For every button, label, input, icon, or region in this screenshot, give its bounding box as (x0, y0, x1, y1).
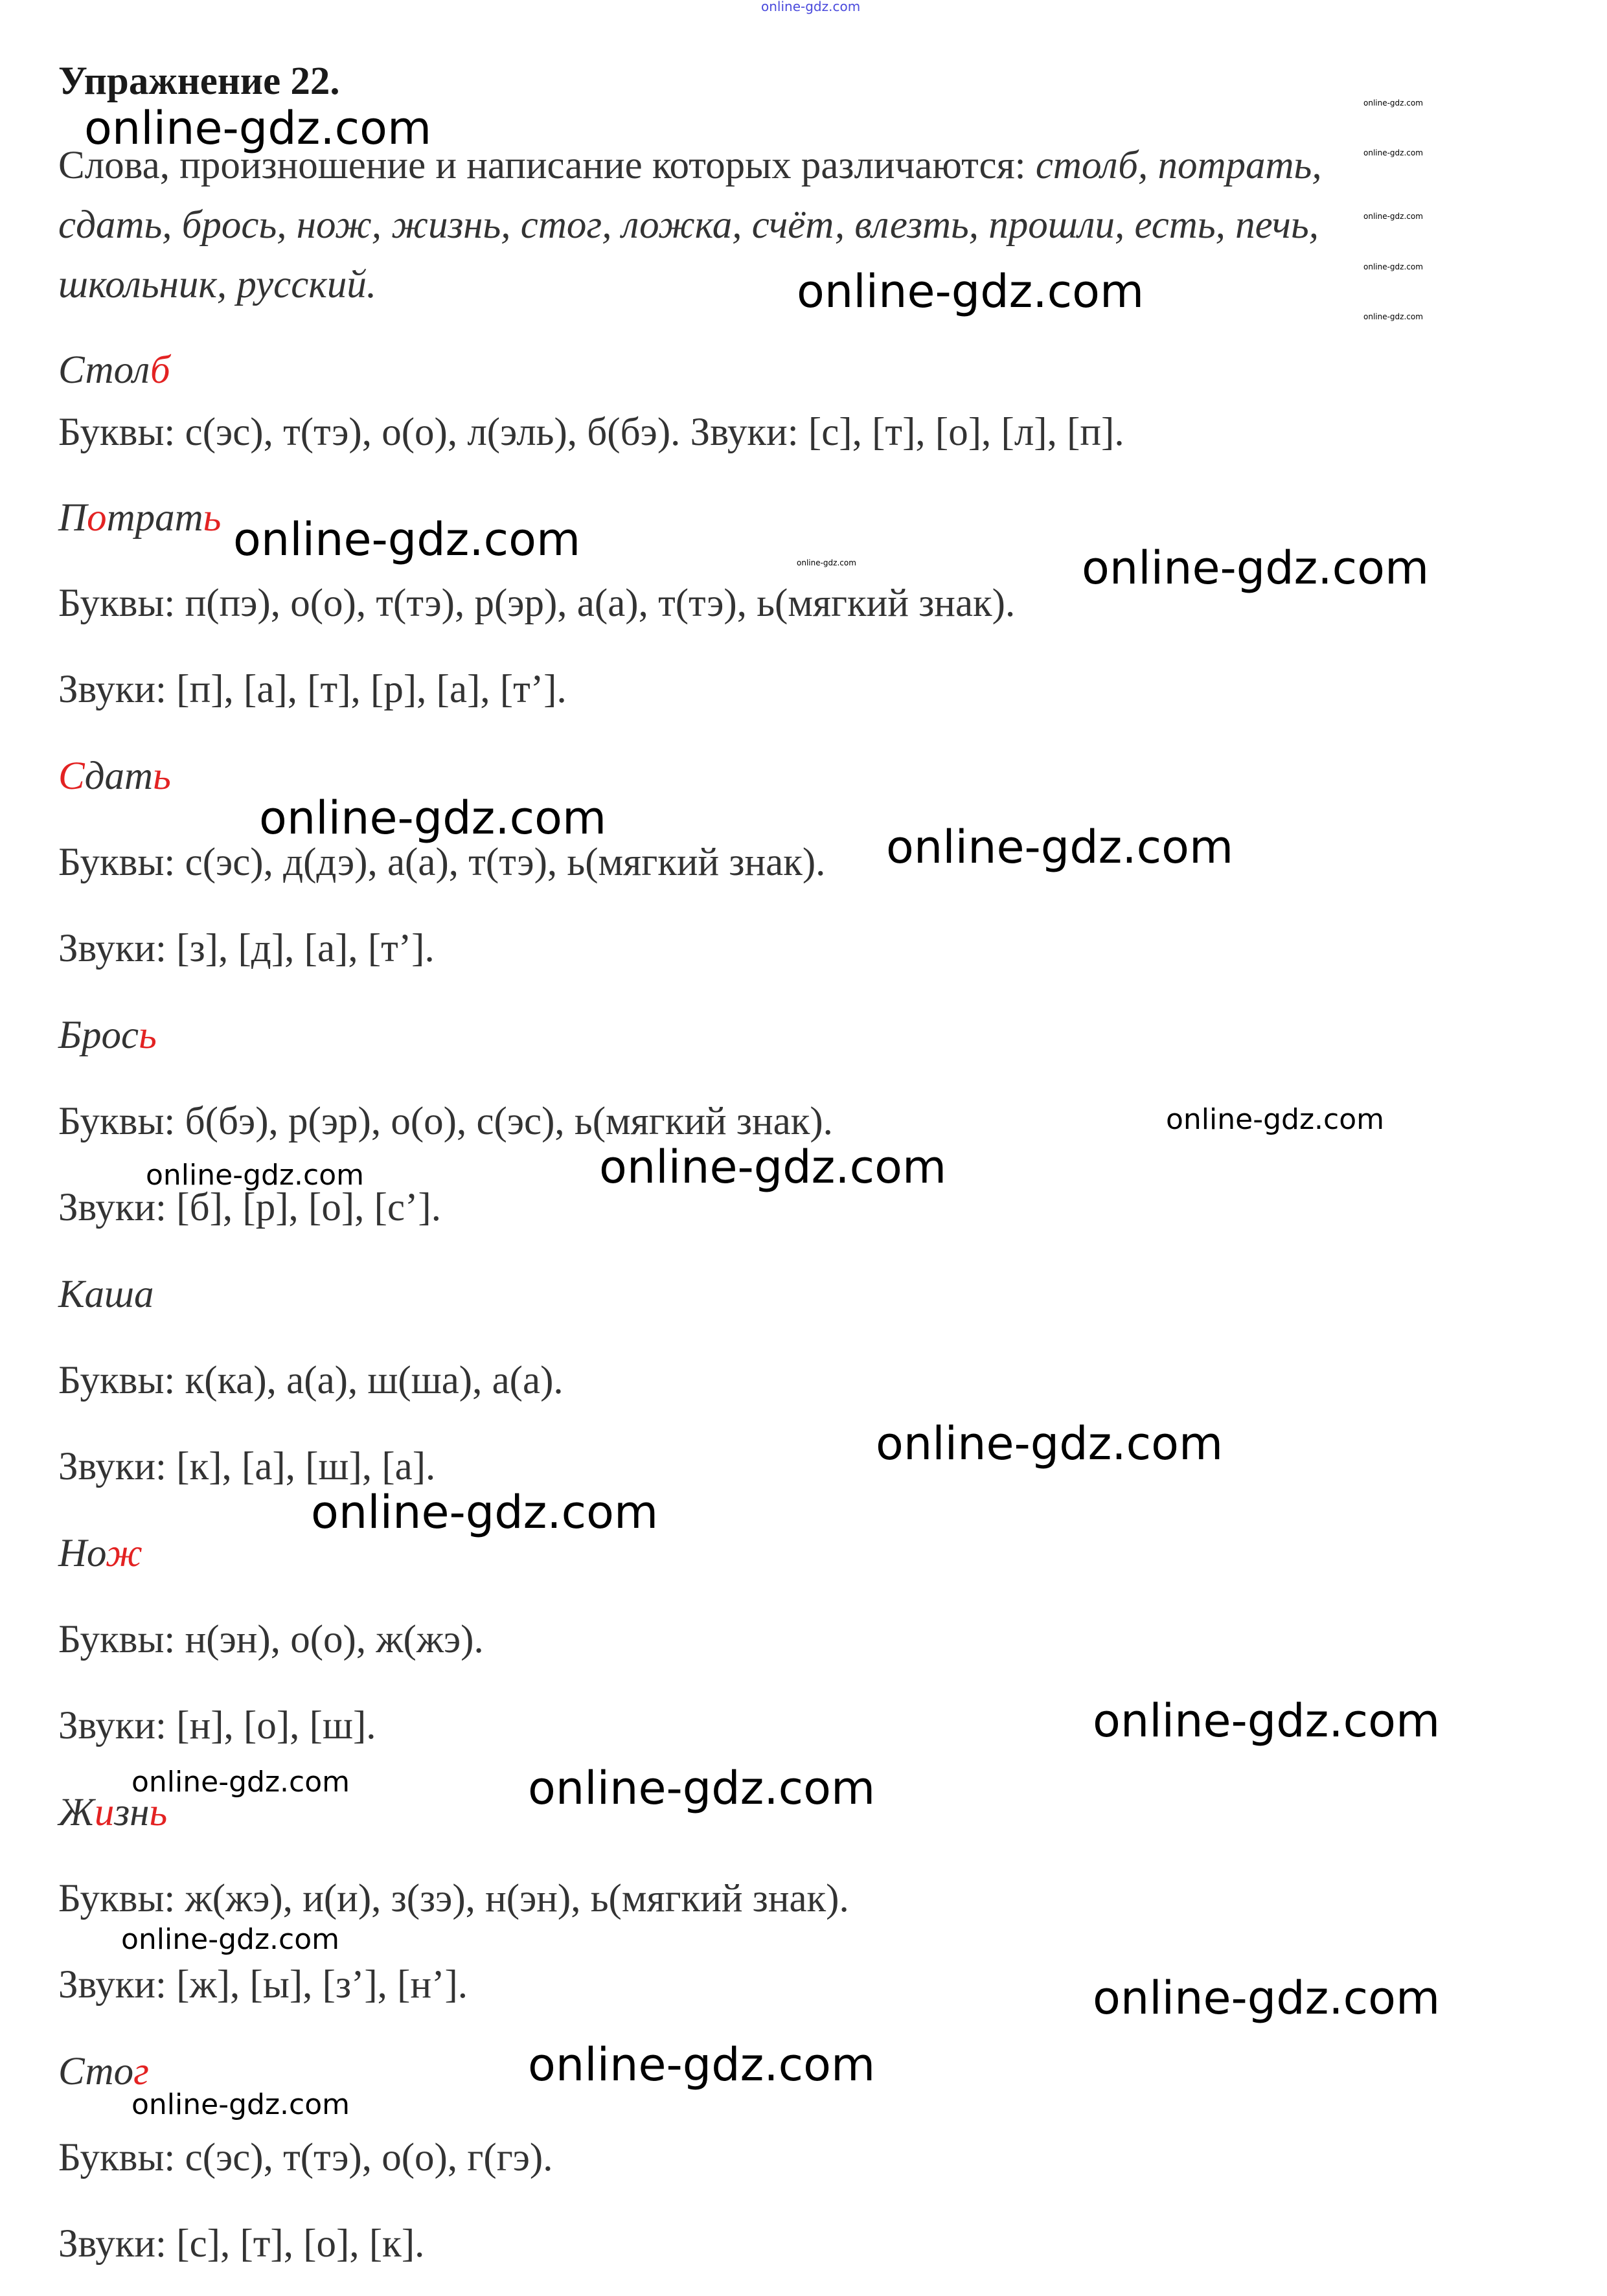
watermark: online-gdz.com (1363, 148, 1423, 157)
watermark: online-gdz.com (599, 1141, 947, 1194)
watermark: online-gdz.com (1082, 541, 1430, 595)
watermark: online-gdz.com (1093, 1972, 1441, 2025)
exercise-title: Упражнение 22. (58, 60, 340, 103)
stolb-letters-sounds: Буквы: с(эс), т(тэ), о(о), л(эль), б(бэ). Звуки: [с], [т], [о], [л], [п]. (58, 411, 1124, 454)
word-part: Стол (58, 348, 150, 392)
word-part: дат (84, 755, 154, 798)
word-heading-bros (58, 1016, 157, 1055)
watermark: online-gdz.com (146, 1159, 365, 1192)
watermark: online-gdz.com (797, 558, 856, 567)
zhizn-sounds: Звуки: [ж], [ы], [з’], [н’]. (58, 1963, 468, 2006)
intro-lead: Слова, произношение и написание которых различаются: (58, 144, 1036, 187)
word-part-highlight: б (150, 348, 170, 392)
word-heading-stog (58, 2052, 149, 2091)
word-part: Сто (58, 2050, 134, 2093)
word-part-highlight: ь (203, 496, 222, 540)
word-heading-nozh (58, 1534, 142, 1573)
word-heading-potrat (58, 498, 221, 538)
nozh-sounds: Звуки: [н], [о], [ш]. (58, 1704, 376, 1747)
watermark: online-gdz.com (1093, 1694, 1441, 1747)
sdat-sounds: Звуки: [з], [д], [а], [т’]. (58, 927, 435, 970)
word-part-highlight: ж (106, 1532, 142, 1575)
watermark: online-gdz.com (1363, 262, 1423, 271)
bros-sounds: Звуки: [б], [р], [о], [с’]. (58, 1186, 441, 1229)
stog-sounds: Звуки: [с], [т], [о], [к]. (58, 2222, 425, 2266)
word-part: трат (106, 496, 203, 540)
watermark: online-gdz.com (311, 1486, 659, 1539)
word-part: П (58, 496, 87, 540)
word-heading-sdat (58, 756, 171, 796)
watermark: online-gdz.com (233, 513, 581, 566)
word-part-highlight: ь (153, 755, 171, 798)
nozh-letters: Буквы: н(эн), о(о), ж(жэ). (58, 1618, 484, 1661)
intro-line-2: сдать, брось, нож, жизнь, стог, ложка, счёт, влезть, прошли, есть, печь, (58, 203, 1319, 247)
word-part: Ж (58, 1791, 95, 1834)
word-heading-kasha: Каша (58, 1273, 154, 1316)
word-part-highlight: С (58, 755, 85, 798)
word-part: Брос (58, 1014, 139, 1057)
header-watermark: online-gdz.com (761, 0, 861, 14)
kasha-letters: Буквы: к(ка), а(а), ш(ша), а(а). (58, 1359, 564, 1402)
watermark: online-gdz.com (121, 1923, 340, 1956)
watermark: online-gdz.com (1363, 98, 1423, 108)
intro-line-3: школьник, русский. (58, 263, 377, 306)
watermark: online-gdz.com (528, 2038, 876, 2091)
word-heading-zhizn (58, 1793, 167, 1832)
watermark: online-gdz.com (1363, 312, 1423, 321)
word-part-highlight: ь (149, 1791, 168, 1834)
zhizn-letters: Буквы: ж(жэ), и(и), з(зэ), н(эн), ь(мягкий знак). (58, 1877, 849, 1920)
watermark: online-gdz.com (259, 791, 607, 845)
watermark: online-gdz.com (131, 1766, 350, 1799)
watermark: online-gdz.com (131, 2088, 350, 2121)
potrat-letters: Буквы: п(пэ), о(о), т(тэ), р(эр), а(а), т(тэ), ь(мягкий знак). (58, 582, 1016, 625)
word-heading-stolb (58, 350, 170, 390)
word-part-highlight: о (87, 496, 107, 540)
watermark: online-gdz.com (797, 265, 1145, 318)
watermark: online-gdz.com (886, 821, 1234, 874)
watermark: online-gdz.com (84, 102, 432, 155)
word-part-highlight: г (133, 2050, 149, 2093)
watermark: online-gdz.com (1166, 1103, 1385, 1136)
stog-letters: Буквы: с(эс), т(тэ), о(о), г(гэ). (58, 2136, 553, 2179)
word-part: зн (114, 1791, 150, 1834)
watermark: online-gdz.com (1363, 212, 1423, 221)
watermark: online-gdz.com (528, 1762, 876, 1815)
potrat-sounds: Звуки: [п], [а], [т], [р], [а], [т’]. (58, 668, 567, 711)
bros-letters: Буквы: б(бэ), р(эр), о(о), с(эс), ь(мягкий знак). (58, 1100, 833, 1143)
sdat-letters: Буквы: с(эс), д(дэ), а(а), т(тэ), ь(мягкий знак). (58, 841, 826, 884)
word-part-highlight: и (94, 1791, 115, 1834)
watermark: online-gdz.com (876, 1417, 1224, 1470)
word-part: Но (58, 1532, 106, 1575)
word-part-highlight: ь (139, 1014, 157, 1057)
intro-words-1: столб, потрать, (1035, 144, 1322, 187)
kasha-sounds: Звуки: [к], [а], [ш], [а]. (58, 1445, 436, 1488)
